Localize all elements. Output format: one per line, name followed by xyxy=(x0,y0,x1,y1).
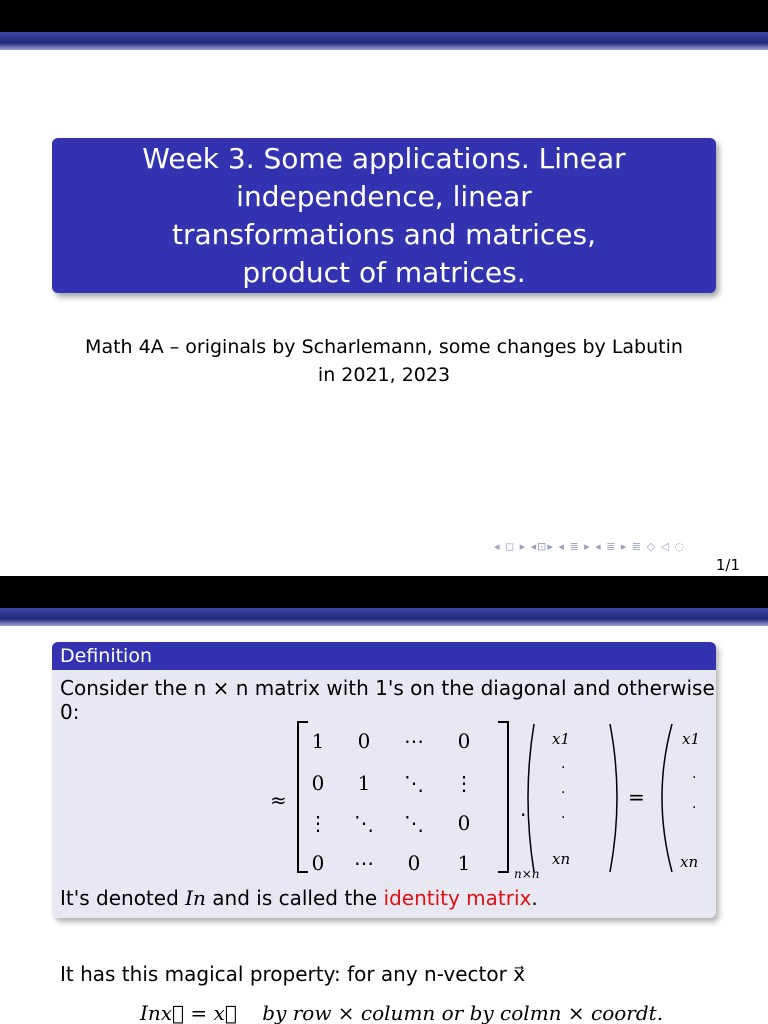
property-text: It has this magical property: for any n-vector x⃗ xyxy=(60,962,526,986)
matrix-cell: 1 xyxy=(357,771,371,795)
definition-header: Definition xyxy=(52,642,716,670)
matrix-cell: ⋱ xyxy=(404,811,424,835)
matrix-cell: 0 xyxy=(407,851,421,875)
slide-title: Week 3. Some applications. Linear independence, linear transformations and matrices, product of matrices. xyxy=(142,141,626,289)
right-bracket xyxy=(498,722,508,872)
subtitle-line-2: in 2021, 2023 xyxy=(317,364,451,386)
header-bar xyxy=(0,0,768,32)
subtitle xyxy=(60,333,708,389)
denoted-suffix: . xyxy=(531,886,538,910)
matrix-cell: ⋮ xyxy=(454,771,474,795)
vector-dot: · xyxy=(561,760,566,776)
beamer-navigation[interactable]: ◂ ◻ ▸ ◂⊡▸ ◂ ≣ ▸ ◂ ≣ ▸ ≣ ◇ ◁ ◌ xyxy=(494,540,686,553)
matrix-cell: ⋯ xyxy=(354,851,374,875)
vector-bottom-entry: xn xyxy=(552,850,571,868)
matrix-cell: 1 xyxy=(457,851,471,875)
matrix-cell: 0 xyxy=(457,729,471,753)
result-bottom-entry: xn xyxy=(680,853,699,871)
matrix-cell: 0 xyxy=(357,729,371,753)
denoted-line xyxy=(60,886,538,910)
matrix-cell: 0 xyxy=(311,851,325,875)
denoted-prefix: It's denoted xyxy=(60,886,179,910)
equation-line xyxy=(140,1001,663,1024)
result-left-paren xyxy=(662,724,672,872)
identity-symbol: In xyxy=(185,886,206,910)
equation-note: by row × column or by colmn × coordt. xyxy=(262,1001,664,1024)
identity-matrix-figure xyxy=(252,712,712,882)
matrix-cell: 1 xyxy=(311,729,325,753)
vector-left-paren xyxy=(528,724,534,872)
equals-arrow: ≈ xyxy=(270,788,287,812)
vector-dot: · xyxy=(561,785,566,801)
matrix-cell: 0 xyxy=(457,811,471,835)
matrix-cell: ⋱ xyxy=(404,771,424,795)
result-top-entry: x1 xyxy=(682,730,701,748)
definition-slide xyxy=(0,576,768,1024)
left-bracket xyxy=(298,722,308,872)
header-stripe xyxy=(0,608,768,626)
matrix-cell: ⋱ xyxy=(354,811,374,835)
equals-sign: = xyxy=(628,785,645,809)
definition-box xyxy=(52,642,716,918)
matrix-cell: ⋮ xyxy=(308,811,328,835)
matrix-subscript: n×n xyxy=(514,867,540,881)
identity-matrix-term: identity matrix xyxy=(383,886,532,910)
result-dot: · xyxy=(692,800,697,816)
vector-top-entry: x1 xyxy=(552,730,571,748)
vector-dot: · xyxy=(561,810,566,826)
page-number: 1/1 xyxy=(715,556,740,574)
denoted-middle: and is called the xyxy=(212,886,378,910)
equation: Inx⃗ = x⃗ xyxy=(140,1001,237,1024)
matrix-cell: ⋯ xyxy=(404,729,424,753)
header-bar xyxy=(0,576,768,608)
result-dot: · xyxy=(692,770,697,786)
definition-text: Consider the n × n matrix with 1's on the diagonal and otherwise 0: xyxy=(60,676,715,724)
vector-right-paren xyxy=(610,724,617,872)
header-stripe xyxy=(0,32,768,50)
subtitle-line-1: Math 4A – originals by Scharlemann, some changes by Labutin xyxy=(85,336,683,358)
matrix-cell: 0 xyxy=(311,771,325,795)
period: . xyxy=(520,797,527,821)
title-box xyxy=(52,138,716,293)
